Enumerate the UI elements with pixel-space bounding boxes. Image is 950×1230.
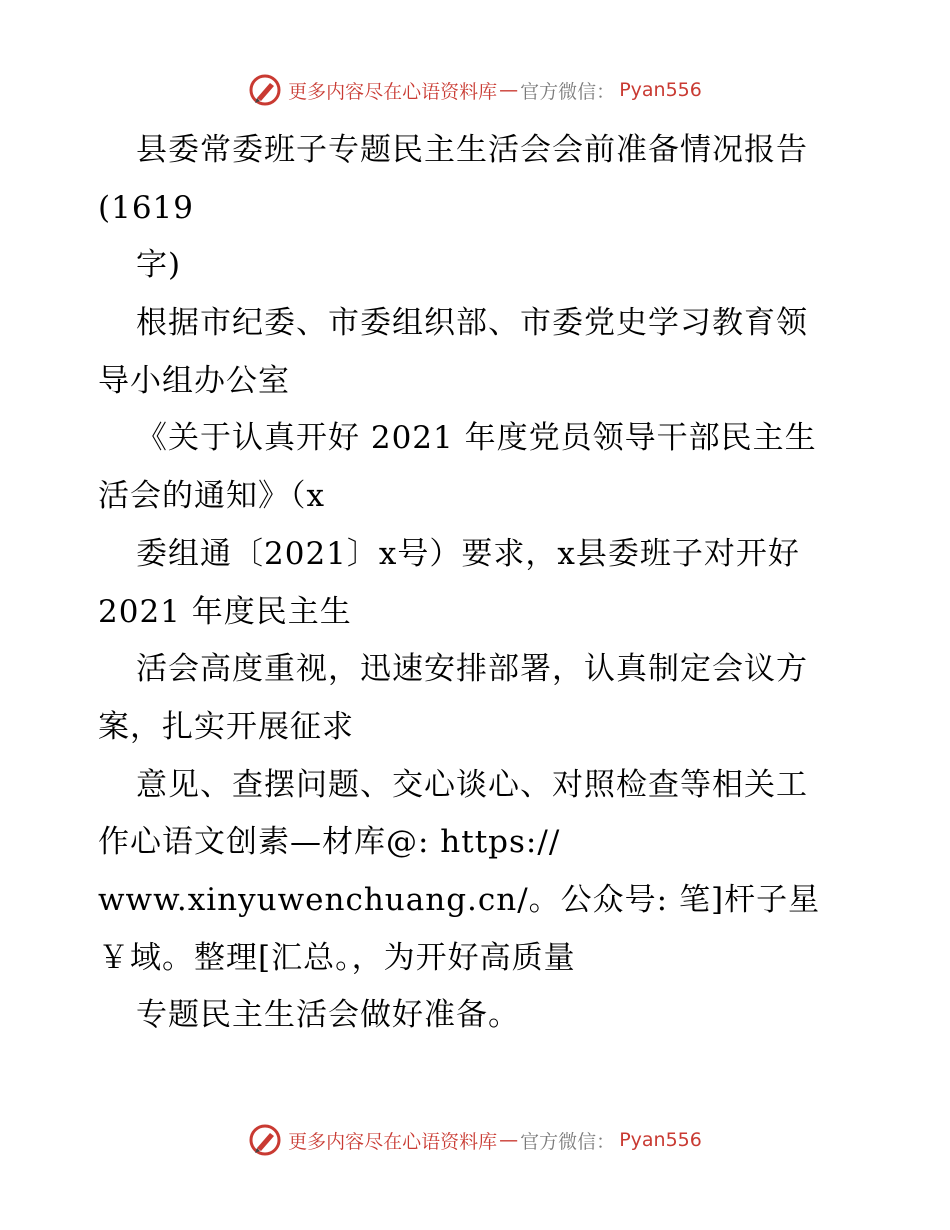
doc-line: www.xinyuwenchuang.cn/。公众号: 笔]杆子星 [98,881,821,918]
banner-dash: — [499,1129,519,1151]
doc-line: 2021 年度民主生 [98,593,352,630]
document-body [98,122,858,1045]
doc-line: 活会高度重视，迅速安排部署，认真制定会议方 [136,651,808,688]
doc-title: 县委常委班子专题民主生活会会前准备情况报告 [136,132,808,168]
doc-line: 根据市纪委、市委组织部、市委党史学习教育领 [136,305,808,342]
banner-wechat-id: Pyan556 [619,1129,702,1151]
doc-line: 委组通〔2021〕x号）要求，x县委班子对开好 [136,535,800,572]
banner-colon: ： [596,80,616,103]
doc-line: 作心语文创素—材库@: https:// [98,824,561,861]
doc-line: 《关于认真开好 2021 年度党员领导干部民主生 [136,420,817,457]
banner-text: 更多内容尽在心语资料库 [288,80,498,103]
footer-watermark-banner [0,1120,950,1160]
banner-label: 官方微信 [520,1130,597,1153]
banner-text: 更多内容尽在心语资料库 [288,1130,498,1153]
banner-wechat-id: Pyan556 [619,79,702,101]
doc-line: (1619 [98,189,194,226]
doc-line: 专题民主生活会做好准备。 [136,997,520,1034]
doc-line: 意见、查摆问题、交心谈心、对照检查等相关工 [136,766,808,803]
banner-label: 官方微信 [520,80,597,103]
doc-line: 字) [136,247,182,284]
doc-line: 活会的通知》（x [98,478,325,515]
header-watermark-banner [0,70,950,110]
doc-line: 导小组办公室 [98,362,290,399]
pen-logo-icon [248,73,282,107]
doc-line: 案，扎实开展征求 [98,708,354,745]
banner-colon: ： [596,1130,616,1153]
pen-logo-icon [248,1123,282,1157]
doc-line: ￥域。整理[汇总。，为开好高质量 [98,939,576,976]
banner-dash: — [499,79,519,101]
